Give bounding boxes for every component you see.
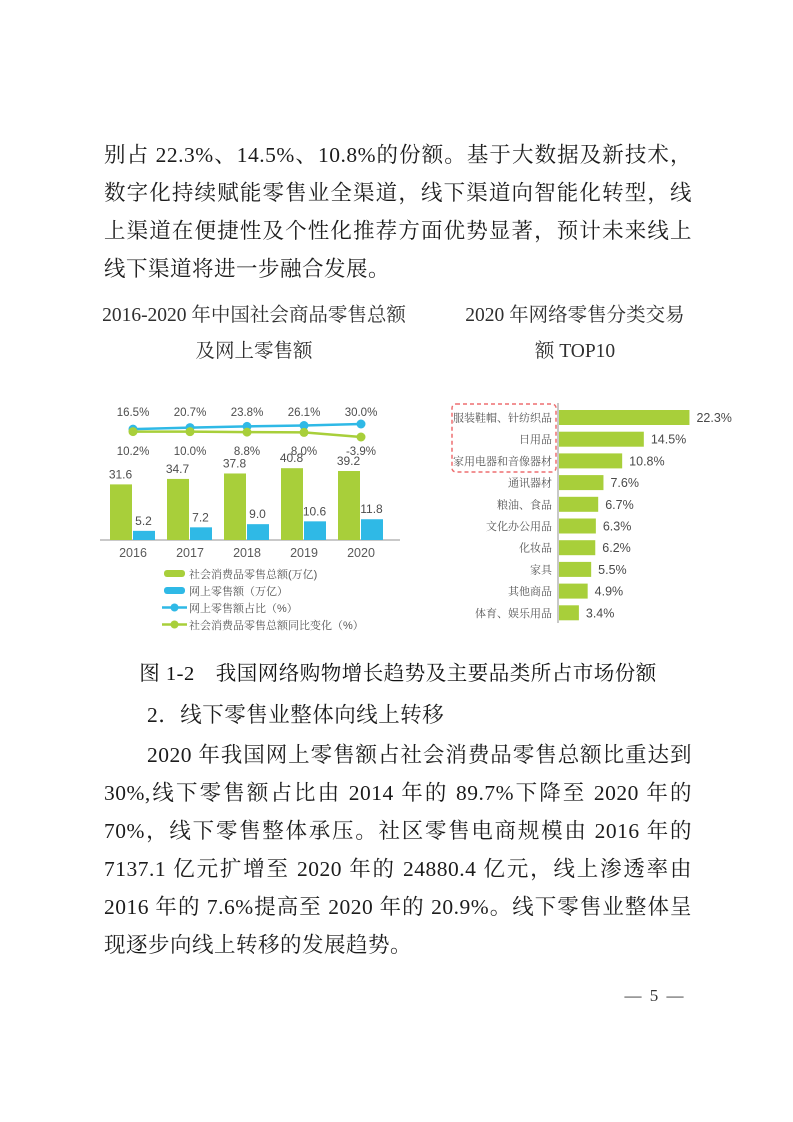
svg-text:社会消费品零售总额(万亿): 社会消费品零售总额(万亿) — [189, 569, 318, 581]
svg-text:10.8%: 10.8% — [629, 454, 665, 469]
svg-text:8.0%: 8.0% — [290, 446, 318, 458]
svg-text:37.8: 37.8 — [222, 456, 247, 471]
svg-text:10.6: 10.6 — [302, 504, 327, 519]
svg-text:6.2%: 6.2% — [602, 541, 631, 556]
chart-title-right — [432, 298, 718, 370]
body-paragraph-2: 2020 年我国网上零售额占社会消费品零售总额比重达到 30%,线下零售额占比由 2014 年的 89.7%下降至 2020 年的 70%，线下零售整体承压。社区零售电商规模由 2016 年的 7137.1 亿元扩增至 2020 年的 24880.4 亿元，线上渗透率由 2016 年的 7.6%提高至 2020 年的 20.9%。线下零售业整体呈现逐步向线上转移的发展趋势。 — [104, 743, 692, 957]
svg-text:2017: 2017 — [176, 546, 204, 560]
svg-text:34.7: 34.7 — [165, 461, 190, 476]
svg-text:社会消费品零售总额同比变化（%）: 社会消费品零售总额同比变化（%） — [189, 620, 364, 632]
svg-text:16.5%: 16.5% — [116, 407, 150, 419]
svg-text:5.2: 5.2 — [135, 513, 152, 528]
svg-text:2020: 2020 — [347, 546, 375, 560]
svg-text:3.4%: 3.4% — [585, 606, 615, 621]
horizontal-bar-chart — [430, 395, 742, 637]
svg-text:20.7%: 20.7% — [173, 407, 207, 419]
chart-title-left — [96, 298, 412, 370]
page-number: — 5 — — [624, 986, 686, 1005]
svg-text:40.8: 40.8 — [279, 451, 304, 466]
svg-text:39.2: 39.2 — [336, 454, 361, 469]
section-heading: 2．线下零售业整体向线上转移 — [147, 703, 445, 727]
svg-text:22.3%: 22.3% — [696, 411, 732, 425]
svg-text:通讯器材: 通讯器材 — [508, 477, 552, 490]
chart-title-right-line2: 额 TOP10 — [534, 341, 616, 362]
svg-text:6.3%: 6.3% — [602, 519, 632, 534]
svg-text:8.8%: 8.8% — [233, 446, 261, 458]
chart-title-right-line1: 2020 年网络零售分类交易 — [465, 305, 685, 326]
svg-text:10.0%: 10.0% — [173, 446, 207, 458]
svg-text:11.8: 11.8 — [360, 502, 383, 517]
svg-text:6.7%: 6.7% — [605, 497, 634, 512]
svg-text:7.6%: 7.6% — [610, 476, 639, 491]
svg-text:2016: 2016 — [119, 546, 147, 560]
body-paragraph-1: 别占 22.3%、14.5%、10.8%的份额。基于大数据及新技术，数字化持续赋能零售业全渠道，线下渠道向智能化转型，线上渠道在便捷性及个性化推荐方面优势显著，预计未来线上线下渠道将进一步融合发展。 — [104, 143, 692, 281]
svg-text:30.0%: 30.0% — [344, 407, 378, 419]
svg-text:网上零售额（万亿）: 网上零售额（万亿） — [189, 586, 288, 598]
svg-text:服装鞋帽、针纺织品: 服装鞋帽、针纺织品 — [453, 412, 552, 425]
figure-caption: 图 1-2 我国网络购物增长趋势及主要品类所占市场份额 — [139, 663, 657, 685]
svg-text:文化办公用品: 文化办公用品 — [486, 521, 552, 533]
svg-text:26.1%: 26.1% — [287, 407, 321, 419]
svg-text:日用品: 日用品 — [519, 434, 552, 447]
svg-text:4.9%: 4.9% — [594, 584, 624, 599]
svg-text:14.5%: 14.5% — [650, 432, 687, 447]
svg-text:2019: 2019 — [290, 546, 318, 560]
svg-text:家用电器和音像器材: 家用电器和音像器材 — [453, 455, 552, 468]
svg-text:10.2%: 10.2% — [116, 446, 150, 458]
svg-text:网上零售额占比（%）: 网上零售额占比（%） — [189, 603, 298, 615]
chart-title-left-line2: 及网上零售额 — [195, 341, 313, 362]
svg-text:31.6: 31.6 — [108, 467, 133, 482]
svg-text:其他商品: 其他商品 — [508, 586, 552, 599]
svg-text:5.5%: 5.5% — [598, 562, 627, 577]
grouped-bar-line-chart — [98, 385, 430, 647]
svg-text:体育、娱乐用品: 体育、娱乐用品 — [475, 607, 552, 620]
chart-title-left-line1: 2016-2020 年中国社会商品零售总额 — [102, 305, 406, 326]
svg-text:粮油、食品: 粮油、食品 — [497, 499, 552, 512]
svg-text:9.0: 9.0 — [249, 507, 266, 522]
svg-text:23.8%: 23.8% — [230, 407, 264, 419]
svg-text:家具: 家具 — [530, 564, 552, 577]
svg-text:2018: 2018 — [233, 546, 261, 560]
svg-text:化妆品: 化妆品 — [519, 542, 552, 555]
svg-text:-3.9%: -3.9% — [345, 446, 377, 458]
svg-text:7.2: 7.2 — [192, 510, 209, 525]
